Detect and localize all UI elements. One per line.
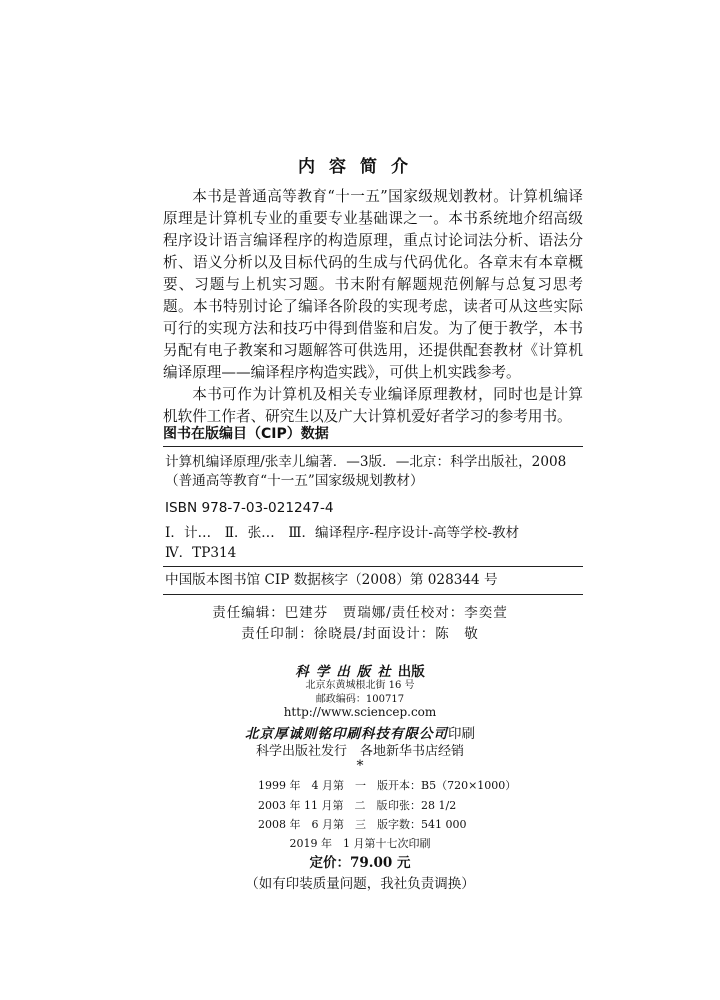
quality-note: （如有印装质量问题，我社负责调换） (245, 876, 475, 892)
publisher-line (0, 660, 720, 680)
distribution-line: 科学出版社发行 各地新华书店经销 (255, 744, 464, 759)
cip-heading: 图书在版编目（CIP）数据 (163, 426, 329, 442)
publisher-postcode: 邮政编码：100717 (315, 694, 405, 705)
printer-name: 北京厚诚则铭印刷科技有限公司 (245, 726, 448, 742)
intro-paragraph-2: 本书可作为计算机及相关专业编译原理教材，同时也是计算机软件工作者、研究生以及广大计算机爱好者学习的参考用书。 (163, 386, 583, 425)
cip-catalog-number: 中国版本图书馆 CIP 数据核字（2008）第 028344 号 (165, 572, 498, 588)
edition-spec: 开本：B5（720×1000） (388, 779, 517, 792)
edition-row-2 (258, 797, 456, 813)
edition-row-3 (258, 816, 467, 832)
edition-date: 2008 年 6 月第 三 版 (258, 818, 388, 831)
separator-star: * (356, 758, 364, 774)
printing-line: 2019 年 1 月第十七次印刷 (289, 837, 431, 850)
cip-bibliographic-line: 计算机编译原理/张幸儿编著．—3版．—北京：科学出版社，2008 (165, 454, 567, 470)
edition-date: 1999 年 4 月第 一 版 (258, 779, 388, 792)
cip-series-line: （普通高等教育“十一五”国家级规划教材） (165, 473, 424, 489)
price: 定价：79.00 元 (309, 855, 411, 871)
publisher-suffix: 出版 (397, 664, 425, 680)
cip-isbn: ISBN 978-7-03-021247-4 (165, 500, 334, 516)
cip-classification-1: Ⅰ．计… Ⅱ．张… Ⅲ．编译程序-程序设计-高等学校-教材 (165, 525, 520, 541)
intro-text (163, 186, 583, 428)
edition-row-1 (258, 777, 516, 793)
credits-editors: 责任编辑：巴建芬 贾瑞娜/责任校对：李奕萱 (212, 605, 508, 621)
publisher-address: 北京东黄城根北街 16 号 (305, 680, 415, 691)
intro-paragraph-1: 本书是普通高等教育“十一五”国家级规划教材。计算机编译原理是计算机专业的重要专业基础课之一。本书系统地介绍高级程序设计语言编译程序的构造原理，重点讨论词法分析、语法分析、语义分析以及目标代码的生成与代码优化。各章末有本章概要、习题与上机实习题。书末附有解题规范例解与总复习思考题。本书特别讨论了编译各阶段的实现考虑，读者可从这些实际可行的实现方法和技巧中得到借鉴和启发。为了便于教学，本书另配有电子教案和习题解答可供选用，还提供配套教材《计算机编译原理——编译程序构造实践》，可供上机实践参考。 (163, 188, 583, 381)
edition-spec: 印张：28 1/2 (388, 799, 457, 812)
cip-top-rule (163, 446, 583, 447)
cip-middle-rule (163, 566, 583, 567)
publisher-url: http://www.sciencep.com (283, 705, 437, 719)
intro-title: 内容简介 (298, 157, 422, 177)
printer-line (0, 722, 720, 742)
edition-spec: 字数：541 000 (388, 818, 467, 831)
cip-classification-2: Ⅳ．TP314 (165, 545, 237, 561)
printer-suffix: 印刷 (448, 726, 475, 742)
cip-bottom-rule (163, 594, 583, 595)
publisher-name: 科学出版社 (295, 664, 398, 680)
edition-date: 2003 年 11 月第 二 版 (258, 799, 388, 812)
credits-production: 责任印制：徐晓晨/封面设计：陈 敬 (241, 626, 479, 642)
